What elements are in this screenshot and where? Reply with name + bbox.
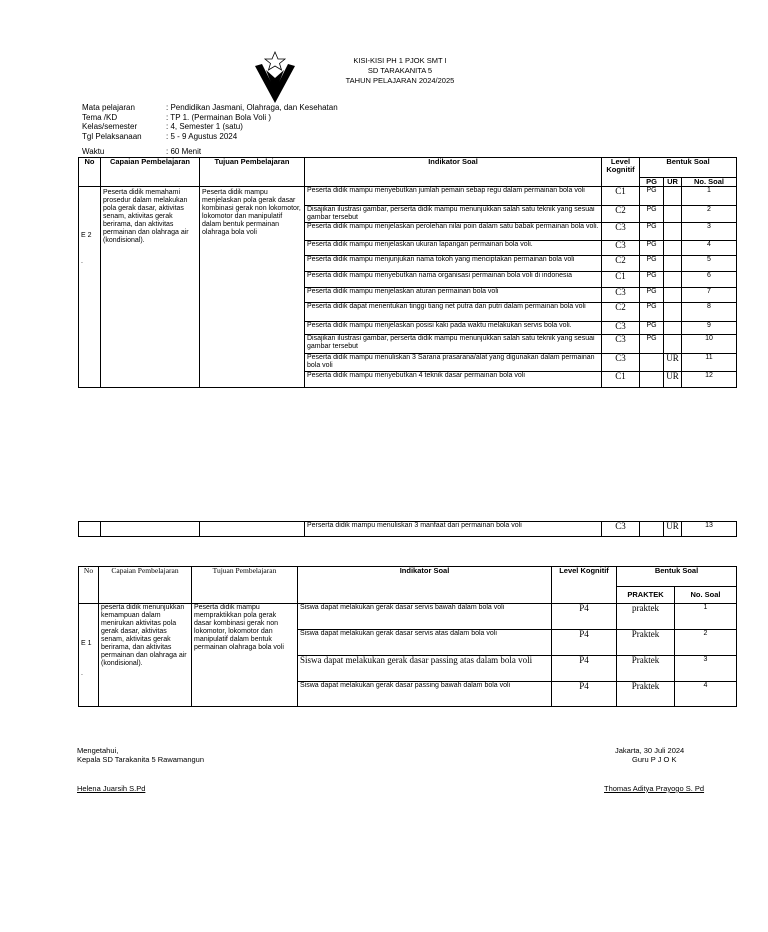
nosoal-cell: 4 (682, 241, 737, 256)
indikator-cell: Peserta didik mampu menjelaskan aturan permainan bola voli (305, 288, 602, 303)
signature-right (590, 746, 730, 793)
pg-cell (640, 354, 664, 372)
ur-cell: UR (664, 522, 682, 537)
nosoal-cell: 13 (682, 522, 737, 537)
pg-cell (640, 372, 664, 388)
level-cell: C3 (602, 522, 640, 537)
sign-teacher-title: Guru P J O K (632, 755, 677, 764)
table-row (79, 522, 737, 537)
nosoal-cell: 1 (675, 604, 737, 630)
indikator-cell: Siswa dapat melakukan gerak dasar passing bawah dalam bola voli (298, 682, 552, 707)
meta-key: Waktu (82, 147, 105, 156)
indikator-cell: Disajikan ilustrasi gambar, perserta didik mampu menunjukkan salah satu teknik yang sesuai gambar tersebut (305, 335, 602, 354)
praktek-cell: Praktek (617, 682, 675, 707)
col-pg: PG (640, 178, 664, 187)
col-capaian: Capaian Pembelajaran (101, 158, 200, 187)
pg-cell: PG (640, 335, 664, 354)
col-ur: UR (664, 178, 682, 187)
col-tujuan: Tujuan Pembelajaran (192, 567, 298, 604)
level-cell: P4 (552, 656, 617, 682)
no-label: E 2 (81, 232, 92, 239)
col-level: Level Kognitif (602, 158, 640, 187)
pg-cell: PG (640, 272, 664, 288)
nosoal-cell: 5 (682, 256, 737, 272)
col-bentuk: Bentuk Soal (617, 567, 737, 587)
meta-key: Mata pelajaran (82, 103, 135, 112)
no-dot: . (81, 258, 83, 265)
praktek-cell: praktek (617, 604, 675, 630)
meta-info (82, 103, 382, 158)
capaian-cell: peserta didik menunjukkan kemampuan dalam menirukan aktivitas pola gerak dasar, aktivitas senam, aktivitas gerak berirama, dan aktivitas permainan dan olahraga air (kondisional). (99, 604, 192, 707)
sign-principal-title: Kepala SD Tarakanita 5 Rawamangun (77, 755, 205, 764)
praktek-cell: Praktek (617, 630, 675, 656)
indikator-cell: Peserta didik mampu menyebutkan jumlah pemain sebap regu dalam permainan bola voli (305, 187, 602, 206)
pg-cell: PG (640, 256, 664, 272)
nosoal-cell: 9 (682, 322, 737, 335)
no-cell (79, 187, 101, 388)
table-row (79, 187, 737, 206)
pg-cell: PG (640, 187, 664, 206)
table-row (79, 604, 737, 630)
praktek-cell: Praktek (617, 656, 675, 682)
meta-key: Tema /KD (82, 112, 118, 122)
meta-value: : 4, Semester 1 (satu) (166, 122, 243, 131)
level-cell: P4 (552, 604, 617, 630)
header-title: KISI-KISI PH 1 PJOK SMT I (353, 56, 447, 65)
nosoal-cell: 12 (682, 372, 737, 388)
level-cell: C3 (602, 241, 640, 256)
col-nosoal: No. Soal (675, 587, 737, 604)
ur-cell (664, 187, 682, 206)
teacher-name: Thomas Aditya Prayogo S. Pd (604, 784, 705, 793)
pg-cell: PG (640, 241, 664, 256)
meta-value: : Pendidikan Jasmani, Olahraga, dan Kesehatan (166, 103, 338, 112)
level-cell: C3 (602, 288, 640, 303)
tujuan-cell: Peserta didik mampu mempraktikkan pola gerak dasar kombinasi gerak non lokomotor, lokomotor dan manipulatif dalam bentuk permainan olahraga bola voli (192, 604, 298, 707)
nosoal-cell: 1 (682, 187, 737, 206)
indikator-cell: Peserta didik mampu menjelaskan perolehan nilai poin dalam satu babak permainan bola voli. (305, 223, 602, 241)
indikator-cell: Siswa dapat melakukan gerak dasar servis bawah dalam bola voli (298, 604, 552, 630)
nosoal-cell: 7 (682, 288, 737, 303)
level-cell: C1 (602, 187, 640, 206)
tujuan-cell: Peserta didik mampu menjelaskan pola gerak dasar kombinasi gerak non lokomotor, lokomotor dan manipulatif dalam bentuk permainan olahraga bola voli (200, 187, 305, 388)
col-no: No (79, 567, 99, 604)
indikator-cell: Peserta didik mampu menjelaskan ukuran lapangan permainan bola voli. (305, 241, 602, 256)
ur-cell (664, 241, 682, 256)
ur-cell (664, 272, 682, 288)
nosoal-cell: 6 (682, 272, 737, 288)
indikator-cell: Peserta didik dapat menentukan tinggi tiang net putra dan putri dalam permainan bola voli (305, 303, 602, 322)
sign-place-date: Jakarta, 30 Juli 2024 (615, 746, 685, 755)
indikator-cell: Peserta didik mampu menjunjukan nama tokoh yang menciptakan permainan bola voli (305, 256, 602, 272)
no-label: E 1 (81, 640, 92, 647)
col-no: No (79, 158, 101, 187)
pg-cell: PG (640, 322, 664, 335)
level-cell: C1 (602, 272, 640, 288)
indikator-cell: Peserta didik mampu menjelaskan posisi kaki pada waktu melakukan servis bola voli. (305, 322, 602, 335)
sign-acknowledge: Mengetahui, (77, 746, 119, 755)
level-cell: P4 (552, 630, 617, 656)
level-cell: C2 (602, 256, 640, 272)
level-cell: C2 (602, 206, 640, 223)
school-logo (252, 48, 298, 104)
ur-cell (664, 223, 682, 241)
col-bentuk: Bentuk Soal (640, 158, 737, 178)
meta-key: Kelas/semester (82, 122, 138, 131)
level-cell: P4 (552, 682, 617, 707)
meta-key: Tgl Pelaksanaan (82, 131, 142, 141)
meta-value: : 5 - 9 Agustus 2024 (166, 131, 238, 141)
no-cell (79, 604, 99, 707)
level-cell: C3 (602, 354, 640, 372)
pg-cell: PG (640, 206, 664, 223)
document-header (300, 56, 500, 86)
col-capaian: Capaian Pembelajaran (99, 567, 192, 604)
ur-cell: UR (664, 354, 682, 372)
indikator-cell: Siswa dapat melakukan gerak dasar servis atas dalam bola voli (298, 630, 552, 656)
nosoal-cell: 8 (682, 303, 737, 322)
signature-left (77, 746, 297, 793)
col-indikator: Indikator Soal (305, 158, 602, 187)
ur-cell (664, 322, 682, 335)
indikator-cell: Disajikan ilustrasi gambar, perserta didik mampu menunjukkan salah satu teknik yang sesuai gambar tersebut (305, 206, 602, 223)
kisi-kisi-table-praktek (78, 566, 737, 707)
ur-cell (664, 303, 682, 322)
level-cell: C2 (602, 303, 640, 322)
col-praktek: PRAKTEK (617, 587, 675, 604)
col-level: Level Kognitif (552, 567, 617, 604)
col-nosoal: No. Soal (682, 178, 737, 187)
kisi-kisi-table-lanjutan (78, 521, 737, 537)
header-year: TAHUN PELAJARAN 2024/2025 (345, 76, 455, 85)
header-school: SD TARAKANITA 5 (367, 66, 433, 75)
kisi-kisi-table-teori (78, 157, 737, 388)
indikator-cell: Perserta didik mampu menuliskan 3 manfaat dari permainan bola voli (305, 522, 602, 537)
level-cell: C3 (602, 322, 640, 335)
level-cell: C3 (602, 335, 640, 354)
pg-cell: PG (640, 303, 664, 322)
indikator-cell: Peserta didik mampu menyebutkan nama organisasi permainan bola voli di indonesia (305, 272, 602, 288)
capaian-cell: Peserta didik memahami prosedur dalam melakukan pola gerak dasar, aktivitas senam, aktivitas gerak berirama, dan aktivitas permainan dan olahraga air (kondisional). (101, 187, 200, 388)
level-cell: C1 (602, 372, 640, 388)
ur-cell (664, 335, 682, 354)
ur-cell (664, 288, 682, 303)
nosoal-cell: 2 (675, 630, 737, 656)
nosoal-cell: 4 (675, 682, 737, 707)
col-tujuan: Tujuan Pembelajaran (200, 158, 305, 187)
nosoal-cell: 2 (682, 206, 737, 223)
nosoal-cell: 3 (682, 223, 737, 241)
no-dot: . (81, 670, 83, 677)
meta-value: : TP 1. (Permainan Bola Voli ) (166, 112, 272, 122)
level-cell: C3 (602, 223, 640, 241)
indikator-cell: Peserta didik mampu menyebutkan 4 teknik dasar permainan bola voli (305, 372, 602, 388)
principal-name: Helena Juarsih S.Pd (77, 784, 146, 793)
ur-cell (664, 256, 682, 272)
pg-cell: PG (640, 223, 664, 241)
nosoal-cell: 10 (682, 335, 737, 354)
indikator-cell: Siswa dapat melakukan gerak dasar passing atas dalam bola voli (298, 656, 552, 682)
col-indikator: Indikator Soal (298, 567, 552, 604)
pg-cell: PG (640, 288, 664, 303)
ur-cell (664, 206, 682, 223)
meta-value: : 60 Menit (166, 147, 202, 156)
indikator-cell: Peserta didik mampu menuliskan 3 Sarana prasarana/alat yang digunakan dalam permainan bola voli (305, 354, 602, 372)
nosoal-cell: 3 (675, 656, 737, 682)
ur-cell: UR (664, 372, 682, 388)
nosoal-cell: 11 (682, 354, 737, 372)
